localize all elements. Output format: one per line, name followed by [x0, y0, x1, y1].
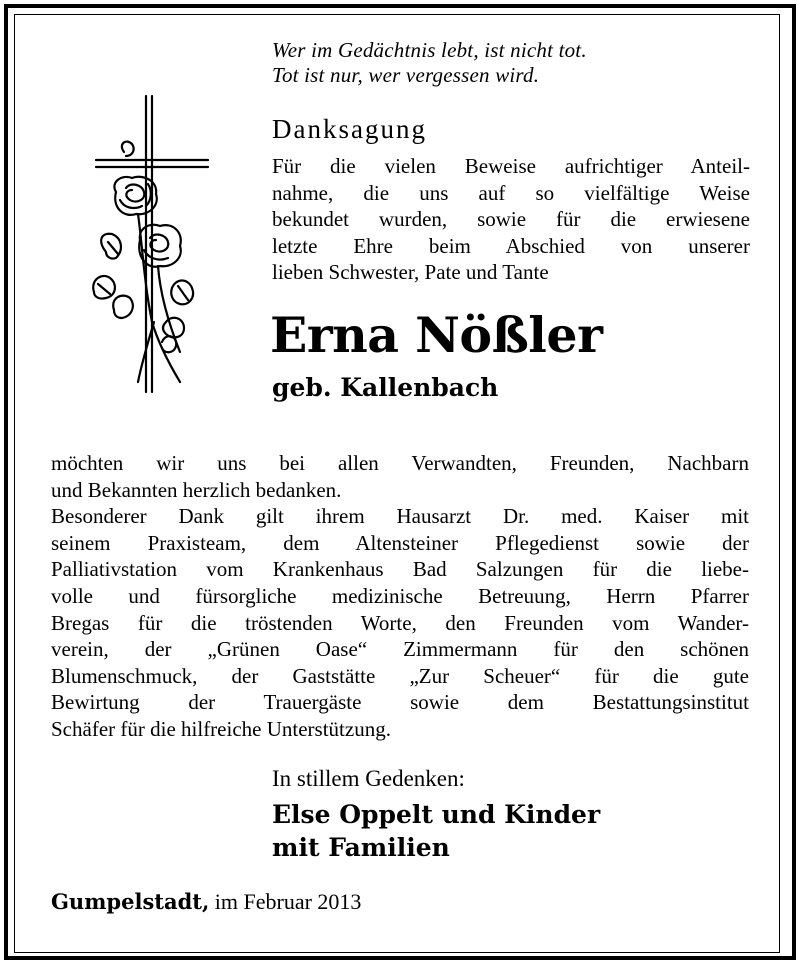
body-line: verein, der „Grünen Oase“ Zimmermann für den schönen — [51, 637, 749, 662]
intro-line: nahme, die uns auf so vielfältige Weise — [272, 180, 750, 205]
body-line: Besonderer Dank gilt ihrem Hausarzt Dr. med. Kaiser mit — [51, 504, 749, 529]
signer-line-2: mit Familien — [272, 833, 450, 862]
intro-line: bekundet wurden, sowie für die erwiesene — [272, 207, 750, 231]
signers — [272, 798, 600, 864]
body-line: volle und fürsorgliche medizinische Betreuung, Herrn Pfarrer — [51, 583, 749, 608]
intro-line: letzte Ehre beim Abschied von unserer — [272, 233, 750, 258]
signer-line-1: Else Oppelt und Kinder — [272, 800, 601, 829]
thanks-paragraph — [51, 450, 749, 743]
intro-paragraph — [272, 153, 750, 286]
place-name: Gumpelstadt, — [51, 889, 210, 914]
in-memory-line: In stillem Gedenken: — [272, 766, 465, 791]
deceased-name: Erna Nößler — [270, 306, 603, 364]
motto — [272, 38, 587, 88]
heading-danksagung: Danksagung — [272, 114, 427, 144]
body-line: Bewirtung der Trauergäste sowie dem Bestattungsinstitut — [51, 690, 749, 715]
maiden-name: geb. Kallenbach — [272, 373, 499, 402]
motto-line-1: Wer im Gedächtnis lebt, ist nicht tot. — [272, 38, 587, 62]
date-text: im Februar 2013 — [214, 889, 362, 914]
body-line: seinem Praxisteam, dem Altensteiner Pflegedienst sowie der — [51, 530, 749, 555]
body-line: und Bekannten herzlich bedanken. — [51, 477, 342, 502]
body-line: möchten wir uns bei allen Verwandten, Freunden, Nachbarn — [51, 451, 749, 475]
place-and-date — [51, 889, 361, 915]
intro-line: Für die vielen Beweise aufrichtiger Anteil- — [272, 154, 750, 178]
cross-with-roses-icon — [88, 92, 218, 402]
body-line: Bregas für die tröstenden Worte, den Freunden vom Wander- — [51, 610, 749, 635]
intro-line: lieben Schwester, Pate und Tante — [272, 260, 549, 284]
body-line: Schäfer für die hilfreiche Unterstützung. — [51, 716, 391, 741]
motto-line-2: Tot ist nur, wer vergessen wird. — [272, 63, 540, 87]
body-line: Palliativstation vom Krankenhaus Bad Salzungen für die liebe- — [51, 557, 749, 582]
body-line: Blumenschmuck, der Gaststätte „Zur Scheuer“ für die gute — [51, 663, 749, 688]
